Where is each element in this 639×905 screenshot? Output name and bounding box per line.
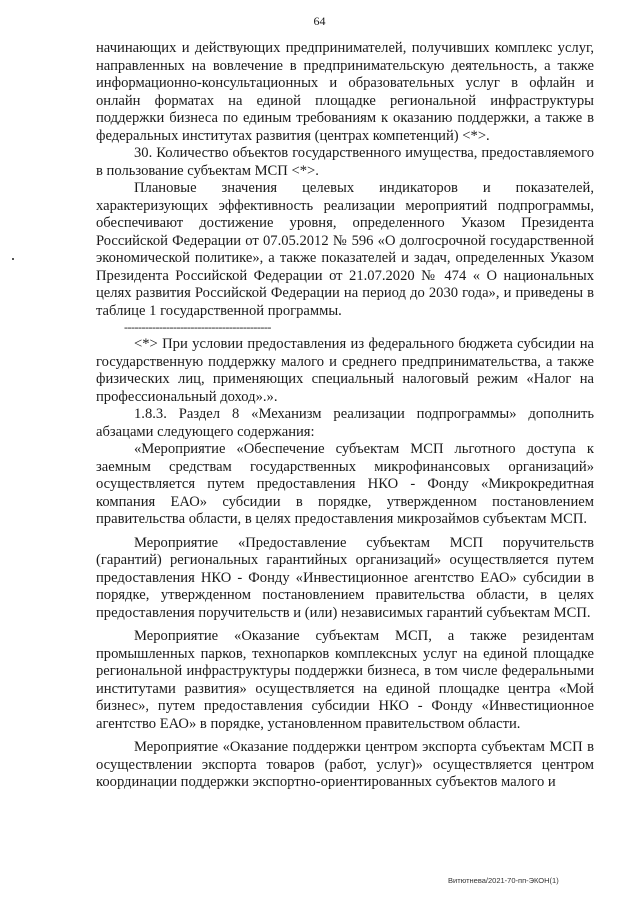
page-number: 64: [313, 14, 326, 28]
paragraph-item-30: 30. Количество объектов государственного имущества, предоставляемого в пользование субъектам МСП <*>.: [96, 145, 594, 179]
paragraph-measure-export-support: Мероприятие «Оказание поддержки центром экспорта субъектам МСП в осуществлении экспорта товаров (работ, услуг)» осуществляется центром координации поддержки экспортно-ориентированных субъектов малого и: [96, 739, 594, 790]
footnote-text: <*> При условии предоставления из федерального бюджета субсидии на государственную поддержку малого и среднего предпринимательства, а также физических лиц, применяющих специальный налоговый режим «Налог на профессиональный доход».».: [96, 336, 594, 405]
paragraph-measure-guarantees: Мероприятие «Предоставление субъектам МСП поручительств (гарантий) региональных гарантийных организаций» осуществляется путем предоставления НКО - Фонду «Инвестиционное агентство ЕАО» субсидии в порядке, утвержденном постановлением правительства области, в целях предоставления поручительств и (или) независимых гарантий субъектам МСП.: [96, 534, 594, 621]
scan-mark: [12, 258, 14, 260]
document-body: [96, 40, 594, 792]
paragraph-continuation: начинающих и действующих предпринимателей, получивших комплекс услуг, направленных на вовлечение в предпринимательскую деятельность, а также информационно-консультационных и образовательных услуг в офлайн и онлайн форматах на единой площадке региональной инфраструктуры поддержки бизнеса по единым требованиям к оказанию поддержки, а также в федеральных институтах развития (центрах компетенций) <*>.: [96, 40, 594, 144]
paragraph-measure-complex-services: Мероприятие «Оказание субъектам МСП, а также резидентам промышленных парков, технопарков комплексных услуг на единой площадке региональной инфраструктуры поддержки бизнеса, в том числе федеральными институтами развития» осуществляется на единой площадке центра «Мой бизнес», путем предоставления субсидии НКО - Фонду «Инвестиционное агентство ЕАО» в порядке, установленном правительством области.: [96, 628, 594, 732]
paragraph-section-1-8-3: 1.8.3. Раздел 8 «Механизм реализации подпрограммы» дополнить абзацами следующего содержания:: [96, 406, 594, 440]
paragraph-measure-microloans: «Мероприятие «Обеспечение субъектам МСП льготного доступа к заемным средствам государственных микрофинансовых организаций» осуществляется путем предоставления НКО - Фонду «Микрокредитная компания ЕАО» субсидии в порядке, утвержденном постановлением правительства области, в целях предоставления микрозаймов субъектам МСП.: [96, 441, 594, 527]
paragraph-planned-indicators: Плановые значения целевых индикаторов и показателей, характеризующих эффективность реализации мероприятий подпрограммы, обеспечивают достижение уровня, определенного Указом Президента Российской Федерации от 07.05.2012 № 596 «О долгосрочной государственной экономической политике», а также показателей и задач, определенных Указом Президента Российской Федерации от 21.07.2020 № 474 « О национальных целях развития Российской Федерации на период до 2030 года», и приведены в таблице 1 государственной программы.: [96, 180, 594, 319]
footnote-separator: ------------------------------------------: [124, 320, 271, 334]
document-footer-id: Витютнева/2021-70-пп-ЭКОН(1): [448, 876, 559, 885]
